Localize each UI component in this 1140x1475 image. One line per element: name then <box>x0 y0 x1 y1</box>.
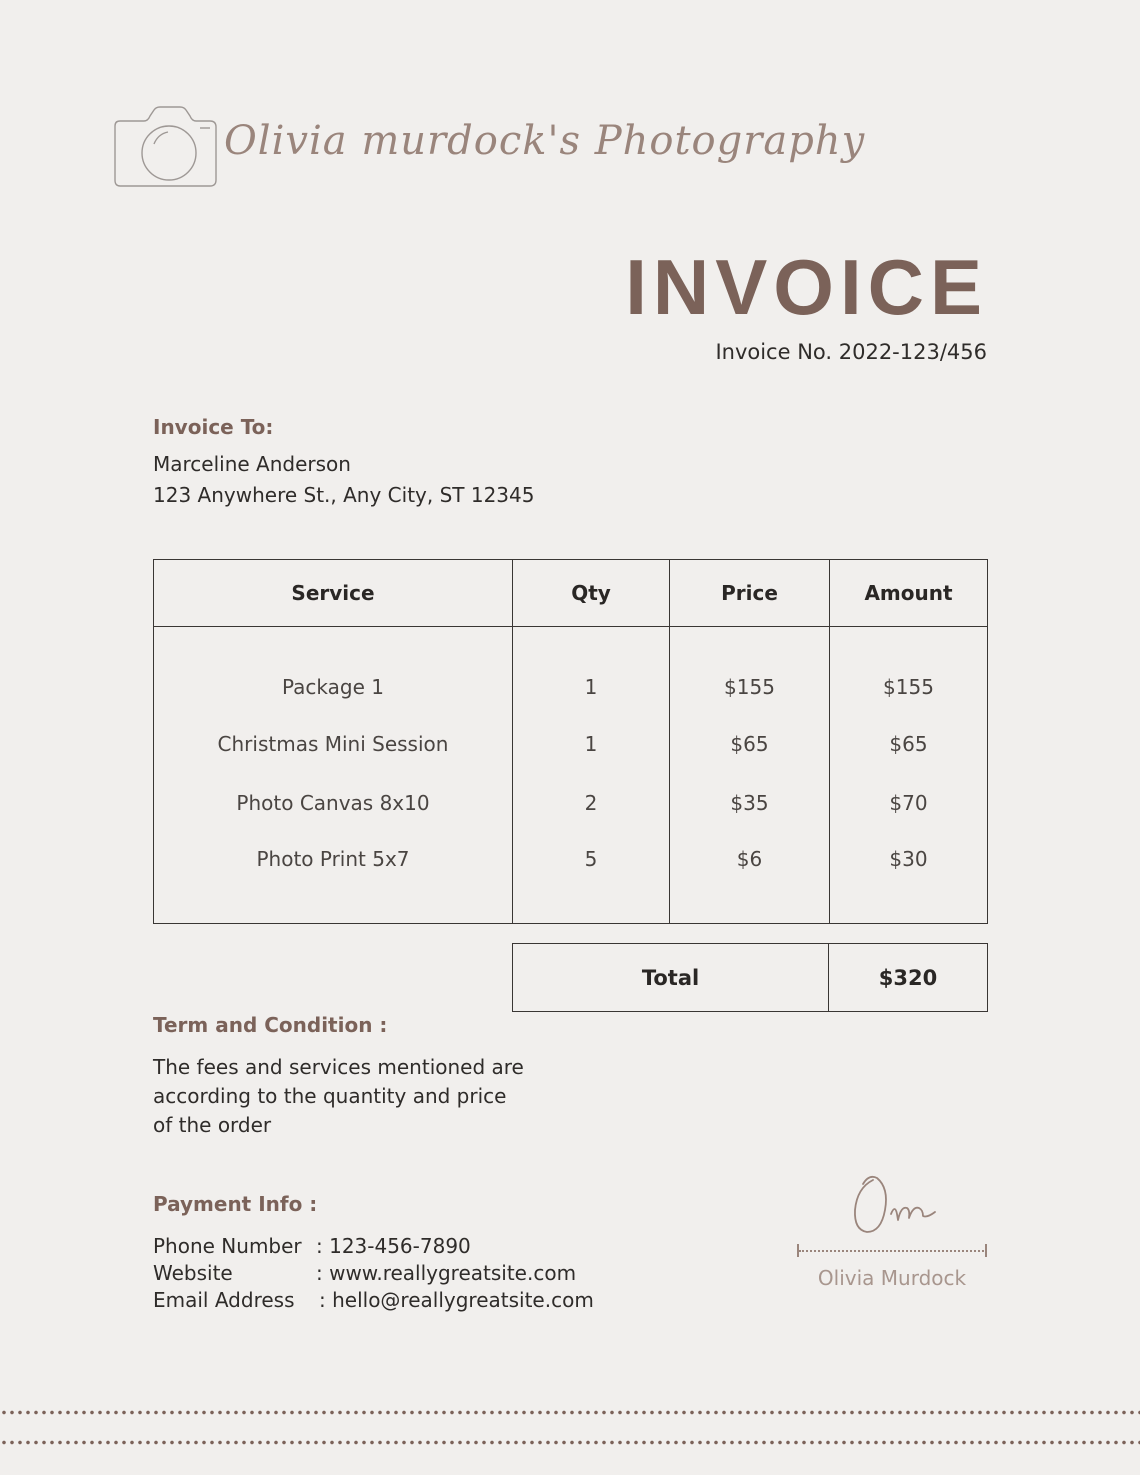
client-address: 123 Anywhere St., Any City, ST 12345 <box>153 483 535 507</box>
total-value: $320 <box>829 944 988 1012</box>
email-label: Email Address <box>153 1288 295 1312</box>
brand-name: Olivia murdock's Photography <box>224 118 866 164</box>
service-cell: Christmas Mini Session <box>154 715 513 774</box>
terms-line: according to the quantity and price <box>153 1084 507 1108</box>
website-label: Website <box>153 1261 233 1285</box>
terms-line: of the order <box>153 1113 272 1137</box>
phone-label: Phone Number <box>153 1234 302 1258</box>
signature-line-cap <box>985 1244 987 1257</box>
table-header-row <box>154 560 988 627</box>
service-cell: Photo Canvas 8x10 <box>154 774 513 833</box>
service-table <box>153 559 988 924</box>
price-cell: $6 <box>670 833 830 924</box>
signature-name: Olivia Murdock <box>817 1266 967 1290</box>
brand-logo <box>112 104 866 200</box>
payment-heading: Payment Info : <box>153 1192 318 1216</box>
price-cell: $35 <box>670 774 830 833</box>
camera-icon <box>112 104 218 188</box>
email-value[interactable]: : hello@reallygreatsite.com <box>319 1288 594 1312</box>
table-row <box>154 774 988 833</box>
signature-block <box>797 1168 990 1298</box>
terms-text <box>153 1053 524 1140</box>
amount-cell: $70 <box>830 774 988 833</box>
service-cell: Package 1 <box>154 627 513 715</box>
qty-cell: 1 <box>513 627 670 715</box>
terms-line: The fees and services mentioned are <box>153 1055 524 1079</box>
signature-line <box>799 1250 987 1254</box>
invoice-to-heading: Invoice To: <box>153 415 274 439</box>
table-row <box>154 833 988 924</box>
qty-cell: 1 <box>513 715 670 774</box>
signature-initials <box>847 1168 943 1240</box>
qty-cell: 2 <box>513 774 670 833</box>
amount-cell: $155 <box>830 627 988 715</box>
invoice-title: INVOICE <box>625 243 988 331</box>
invoice-number: Invoice No. 2022-123/456 <box>715 340 987 364</box>
column-header-amount: Amount <box>830 560 988 627</box>
website-value[interactable]: : www.reallygreatsite.com <box>316 1261 577 1285</box>
decorative-dotted-border <box>0 1440 1140 1445</box>
table-row <box>154 627 988 715</box>
price-cell: $155 <box>670 627 830 715</box>
terms-heading: Term and Condition : <box>153 1013 388 1037</box>
column-header-service: Service <box>154 560 513 627</box>
column-header-qty: Qty <box>513 560 670 627</box>
column-header-price: Price <box>670 560 830 627</box>
qty-cell: 5 <box>513 833 670 924</box>
service-cell: Photo Print 5x7 <box>154 833 513 924</box>
total-box <box>512 943 988 1012</box>
decorative-dotted-border <box>0 1410 1140 1415</box>
price-cell: $65 <box>670 715 830 774</box>
amount-cell: $30 <box>830 833 988 924</box>
phone-value: : 123-456-7890 <box>316 1234 471 1258</box>
client-name: Marceline Anderson <box>153 452 351 476</box>
table-row <box>154 715 988 774</box>
total-label: Total <box>513 944 829 1012</box>
amount-cell: $65 <box>830 715 988 774</box>
